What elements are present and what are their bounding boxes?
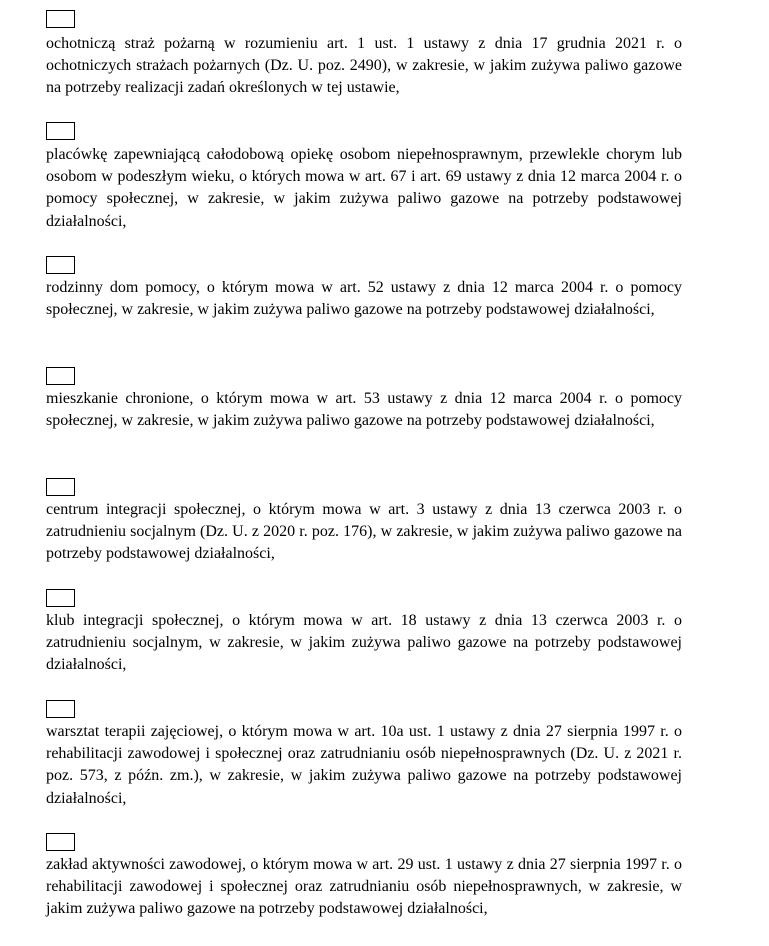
option-checkbox-8[interactable] (46, 833, 75, 851)
option-text-8: zakład aktywności zawodowej, o którym mowa w art. 29 ust. 1 ustawy z dnia 27 sierpnia 1997 r. o rehabilitacji zawodowej i społecznej oraz zatrudnianiu osób niepełnosprawnych, w zakresie, w jakim zużywa paliwo gazowe na potrzeby podstawowej działalności, (46, 856, 682, 918)
option-checkbox-2[interactable] (46, 122, 75, 140)
option-checkbox-4[interactable] (46, 367, 75, 385)
option-text-3: rodzinny dom pomocy, o którym mowa w art. 52 ustawy z dnia 12 marca 2004 r. o pomocy społecznej, w zakresie, w jakim zużywa paliwo gazowe na potrzeby podstawowej działalności, (46, 279, 682, 319)
option-checkbox-7[interactable] (46, 700, 75, 718)
option-checkbox-3[interactable] (46, 256, 75, 274)
option-text-5: centrum integracji społecznej, o którym mowa w art. 3 ustawy z dnia 13 czerwca 2003 r. o zatrudnieniu socjalnym (Dz. U. z 2020 r. poz. 176), w zakresie, w jakim zużywa paliwo gazowe na potrzeby podstawowej działalności, (46, 501, 682, 563)
option-text-7: warsztat terapii zajęciowej, o którym mowa w art. 10a ust. 1 ustawy z dnia 27 sierpnia 1997 r. o rehabilitacji zawodowej i społecznej oraz zatrudnianiu osób niepełnosprawnych (Dz. U. z 2021 r. poz. 573, z późn. zm.), w zakresie, w jakim zużywa paliwo gazowe na potrzeby podstawowej działalności, (46, 723, 682, 807)
option-checkbox-6[interactable] (46, 589, 75, 607)
option-text-2: placówkę zapewniającą całodobową opiekę osobom niepełnosprawnym, przewlekle chorym lub osobom w podeszłym wieku, o których mowa w art. 67 i art. 69 ustawy z dnia 12 marca 2004 r. o pomocy społecznej, w zakresie, w jakim zużywa paliwo gazowe na potrzeby podstawowej działalności, (46, 146, 682, 230)
option-text-6: klub integracji społecznej, o którym mowa w art. 18 ustawy z dnia 13 czerwca 2003 r. o zatrudnieniu socjalnym, w zakresie, w jakim zużywa paliwo gazowe na potrzeby podstawowej działalności, (46, 612, 682, 674)
option-text-1: ochotniczą straż pożarną w rozumieniu art. 1 ust. 1 ustawy z dnia 17 grudnia 2021 r. o ochotniczych strażach pożarnych (Dz. U. poz. 2490), w zakresie, w jakim zużywa paliwo gazowe na potrzeby realizacji zadań określonych w tej ustawie, (46, 35, 682, 97)
option-checkbox-1[interactable] (46, 10, 75, 28)
option-text-4: mieszkanie chronione, o którym mowa w art. 53 ustawy z dnia 12 marca 2004 r. o pomocy społecznej, w zakresie, w jakim zużywa paliwo gazowe na potrzeby podstawowej działalności, (46, 390, 682, 430)
option-checkbox-5[interactable] (46, 478, 75, 496)
